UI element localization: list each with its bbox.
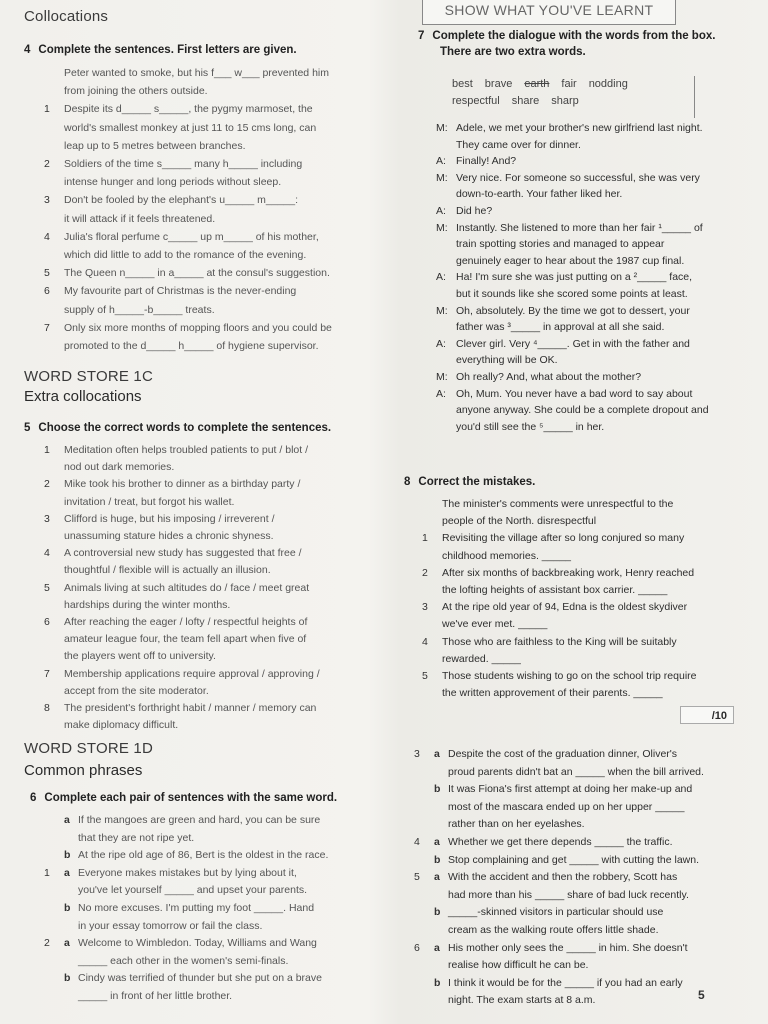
text-line	[44, 562, 320, 579]
sentence-text: thoughtful / flexible will is actually an illusion.	[64, 564, 271, 577]
sub-item-letter: a	[64, 937, 70, 950]
dialogue-text: Did he?	[456, 204, 493, 217]
text-line	[414, 887, 704, 905]
sentence-text: Those who are faithless to the King will be suitably	[442, 635, 677, 648]
exercise-7-title-line2: There are two extra words.	[440, 46, 586, 58]
word-box-word: best	[452, 78, 473, 90]
text-line	[44, 476, 320, 493]
item-number: 2	[422, 566, 428, 579]
sentence-text: Soldiers of the time s_____ many h_____ including	[64, 158, 303, 171]
text-line	[414, 992, 704, 1010]
exercise-instruction: Complete the dialogue with the words from the box.	[432, 30, 716, 42]
sentence-text: that they are not ripe yet.	[78, 831, 195, 844]
text-line	[422, 513, 696, 530]
sentence-text: My favourite part of Christmas is the never-ending	[64, 285, 297, 298]
item-number: 3	[44, 512, 50, 525]
dialogue-line	[436, 253, 709, 270]
text-line	[44, 64, 332, 82]
text-line	[414, 746, 704, 764]
sentence-text: hardships during the winter months.	[64, 598, 231, 611]
sentence-text: At the ripe old year of 94, Edna is the oldest skydiver	[442, 601, 688, 614]
dialogue-text: everything will be OK.	[456, 354, 558, 367]
sentence-text: Stop complaining and get _____ with cutting the lawn.	[448, 853, 700, 866]
dialogue-line	[436, 336, 709, 353]
exercise-6-title	[30, 792, 337, 804]
item-number: 1	[44, 866, 50, 879]
sentence-text: people of the North. disrespectful	[442, 515, 597, 528]
dialogue-line	[436, 269, 709, 286]
speaker-label: A:	[436, 387, 446, 400]
text-line	[414, 799, 704, 817]
sentence-text: Everyone makes mistakes but by lying about it,	[78, 866, 297, 879]
text-line	[44, 666, 320, 683]
exercise-4-title	[24, 44, 297, 56]
text-line	[44, 246, 332, 264]
sub-item-letter: a	[434, 748, 440, 760]
item-number: 5	[422, 670, 428, 683]
item-number: 1	[422, 532, 428, 545]
text-line	[422, 530, 696, 547]
sentence-text: the written approvement of their parents. _____	[442, 687, 663, 700]
text-line	[422, 582, 696, 599]
text-line	[44, 319, 332, 337]
text-line	[44, 865, 328, 883]
text-line	[422, 651, 696, 668]
speaker-label: M:	[436, 171, 448, 184]
dialogue-text: Adele, we met your brother's new girlfriend last night.	[456, 122, 703, 134]
text-line	[44, 545, 320, 562]
sentence-text: invitation / treat, but forgot his wallet.	[64, 495, 235, 508]
speaker-label: A:	[436, 155, 446, 168]
text-line	[44, 953, 328, 971]
sentence-text: Meditation often helps troubled patients to put / blot /	[64, 444, 308, 456]
dialogue-text: father was ³_____ in approval at all she said.	[456, 321, 665, 334]
sentence-text: Cindy was terrified of thunder but she put on a brave	[78, 972, 322, 985]
item-number: 6	[44, 616, 50, 629]
text-line	[44, 580, 320, 597]
text-line	[44, 812, 328, 830]
sentence-text: Membership applications require approval / approving /	[64, 667, 320, 680]
dialogue-line	[436, 220, 709, 237]
dialogue-text: They came over for dinner.	[456, 138, 581, 151]
text-line	[44, 935, 328, 953]
sentence-text: At the ripe old age of 86, Bert is the oldest in the race.	[78, 849, 329, 862]
exercise-instruction: Correct the mistakes.	[418, 476, 536, 488]
sentence-text: in your essay tomorrow or fail the class.	[78, 919, 263, 932]
text-line	[44, 155, 332, 173]
sentence-text: Don't be fooled by the elephant's u_____ m_____:	[64, 194, 299, 207]
text-line	[44, 282, 332, 300]
sub-item-letter: a	[434, 835, 440, 848]
dialogue-line	[436, 203, 709, 220]
text-line	[422, 668, 696, 685]
sentence-text: night. The exam starts at 8 a.m.	[448, 994, 596, 1007]
item-number: 4	[422, 635, 428, 648]
item-number: 2	[44, 937, 50, 950]
exercise-number: 6	[30, 792, 37, 804]
item-number: 3	[422, 601, 428, 614]
item-number: 3	[44, 194, 50, 207]
dialogue-line	[436, 303, 709, 320]
dialogue-text: but it sounds like she scored some points at least.	[456, 287, 688, 300]
text-line	[414, 957, 704, 975]
dialogue-line	[436, 120, 709, 137]
sentence-text: Clifford is huge, but his imposing / irreverent /	[64, 512, 275, 525]
item-number: 8	[44, 702, 50, 715]
exercise-number: 5	[24, 422, 31, 434]
item-number: 6	[414, 941, 420, 954]
item-number: 4	[44, 230, 50, 243]
text-line	[422, 565, 696, 582]
sentence-text: intense hunger and long periods without sleep.	[64, 176, 282, 189]
word-box-word: fair	[561, 78, 577, 90]
sentence-text: accept from the site moderator.	[64, 684, 209, 697]
dialogue-line	[436, 319, 709, 336]
dialogue-line	[436, 352, 709, 369]
exercise-instruction: Choose the correct words to complete the sentences.	[38, 422, 332, 434]
word-box-word: earth	[524, 78, 550, 90]
word-store-1d-subtitle: Common phrases	[24, 762, 143, 779]
text-line	[44, 191, 332, 209]
sentence-text: it will attack if it feels threatened.	[64, 212, 216, 225]
sentence-text: Despite the cost of the graduation dinner, Oliver's	[448, 748, 678, 760]
text-line	[414, 852, 704, 870]
dialogue-text: genuinely eager to hear about the 1987 cup final.	[456, 254, 685, 267]
sentence-text: from joining the others outside.	[64, 85, 208, 98]
item-number: 4	[414, 835, 420, 848]
sentence-text: A controversial new study has suggested that free /	[64, 547, 302, 560]
text-line	[414, 834, 704, 852]
sub-item-letter: b	[64, 849, 71, 862]
text-line	[414, 816, 704, 834]
dialogue-line	[436, 419, 709, 436]
item-number: 4	[44, 547, 50, 560]
sub-item-letter: b	[434, 976, 441, 989]
text-line	[414, 764, 704, 782]
sub-item-letter: b	[434, 853, 441, 866]
word-box-word: respectful	[452, 95, 500, 107]
speaker-label: M:	[436, 221, 448, 234]
dialogue-text: down-to-earth. Your father liked her.	[456, 188, 623, 201]
sentence-text: cream as the walking route offers little shade.	[448, 923, 659, 936]
word-box-row	[452, 76, 694, 93]
exercise-number: 8	[404, 476, 411, 488]
sentence-text: rather than on her eyelashes.	[448, 818, 585, 831]
text-line	[44, 597, 320, 614]
sentence-text: most of the mascara ended up on her upper _____	[448, 800, 685, 813]
text-line	[44, 459, 320, 476]
sentence-text: _____ each other in the women's semi-finals.	[78, 954, 289, 967]
sentence-text: After six months of backbreaking work, Henry reached	[442, 566, 695, 579]
dialogue-line	[436, 170, 709, 187]
exercise-7-title	[418, 30, 715, 42]
exercise-5-body	[44, 442, 320, 734]
sentence-text: Julia's floral perfume c_____ up m_____ of his mother,	[64, 230, 319, 243]
text-line	[44, 337, 332, 355]
dialogue-text: Ha! I'm sure she was just putting on a ²_____ face,	[456, 271, 693, 284]
show-what-you-learnt-banner: SHOW WHAT YOU'VE LEARNT	[422, 0, 676, 25]
sentence-text: It was Fiona's first attempt at doing her make-up and	[448, 783, 693, 796]
sub-item-letter: a	[64, 814, 70, 826]
exercise-8-body	[422, 496, 696, 702]
sentence-text: the lofting heights of assistant box carrier. _____	[442, 584, 668, 597]
speaker-label: A:	[436, 337, 446, 350]
speaker-label: M:	[436, 370, 448, 383]
text-line	[422, 548, 696, 565]
sentence-text: supply of h_____-b_____ treats.	[64, 303, 215, 316]
text-line	[414, 940, 704, 958]
item-number: 1	[44, 444, 50, 456]
word-store-1c-title: WORD STORE 1C	[24, 368, 154, 385]
text-line	[44, 717, 320, 734]
item-number: 1	[44, 103, 50, 116]
word-box-word: nodding	[588, 78, 628, 90]
exercise-4-body	[44, 64, 332, 355]
text-line	[44, 847, 328, 865]
text-line	[44, 494, 320, 511]
sub-item-letter: b	[434, 906, 441, 919]
sub-item-letter: b	[434, 783, 441, 796]
sentence-text: The minister's comments were unrespectful to the	[442, 498, 674, 510]
text-line	[414, 869, 704, 887]
sentence-text: Welcome to Wimbledon. Today, Williams and Wang	[78, 937, 317, 950]
text-line	[414, 922, 704, 940]
text-line	[44, 918, 328, 936]
dialogue-line	[436, 137, 709, 154]
exercise-instruction: Complete the sentences. First letters are given.	[38, 44, 297, 56]
dialogue-line	[436, 286, 709, 303]
dialogue-line	[436, 369, 709, 386]
item-number: 5	[44, 267, 50, 280]
exercise-5-title	[24, 422, 331, 434]
exercise-7-dialogue	[436, 120, 709, 435]
word-box	[452, 76, 695, 118]
sentence-text: Whether we get there depends _____ the traffic.	[448, 835, 673, 848]
exercise-number: 4	[24, 44, 31, 56]
item-number: 6	[44, 285, 50, 298]
item-number: 7	[44, 667, 50, 680]
page-header-title: Collocations	[24, 8, 109, 25]
sentence-text: which did little to add to the romance of the evening.	[64, 249, 307, 262]
sentence-text: promoted to the d_____ h_____ of hygiene supervisor.	[64, 340, 319, 353]
dialogue-text: Finally! And?	[456, 155, 517, 168]
text-line	[44, 137, 332, 155]
text-line	[414, 975, 704, 993]
sentence-text: proud parents didn't bat an _____ when the bill arrived.	[448, 765, 704, 778]
sentence-text: you've let yourself _____ and upset your parents.	[78, 884, 308, 897]
item-number: 3	[414, 748, 420, 760]
sentence-text: Only six more months of mopping floors and you could be	[64, 321, 332, 334]
text-line	[414, 904, 704, 922]
text-line	[44, 900, 328, 918]
dialogue-text: you'd still see the ⁵_____ in her.	[456, 420, 605, 433]
speaker-label: A:	[436, 271, 446, 284]
text-line	[44, 264, 332, 282]
dialogue-line	[436, 402, 709, 419]
word-box-row	[452, 93, 694, 110]
sub-item-letter: b	[64, 901, 71, 914]
dialogue-line	[436, 186, 709, 203]
sentence-text: The president's forthright habit / manner / memory can	[64, 702, 317, 715]
text-line	[44, 173, 332, 191]
exercise-instruction: Complete each pair of sentences with the same word.	[44, 792, 338, 804]
dialogue-text: Oh, absolutely. By the time we got to dessert, your	[456, 304, 690, 317]
text-line	[44, 442, 320, 459]
speaker-label: M:	[436, 122, 448, 134]
sentence-text: The Queen n_____ in a_____ at the consul's suggestion.	[64, 267, 330, 280]
sentence-text: childhood memories. _____	[442, 549, 571, 562]
sentence-text: Mike took his brother to dinner as a birthday party /	[64, 478, 301, 491]
sentence-text: I think it would be for the _____ if you had an early	[448, 976, 683, 989]
dialogue-text: Oh really? And, what about the mother?	[456, 370, 642, 383]
text-line	[44, 700, 320, 717]
text-line	[44, 528, 320, 545]
text-line	[44, 988, 328, 1006]
word-box-word: brave	[484, 78, 513, 90]
dialogue-text: anyone anyway. She could be a complete dropout and	[456, 404, 709, 417]
text-line	[44, 614, 320, 631]
item-number: 5	[414, 871, 420, 884]
text-line	[422, 634, 696, 651]
dialogue-text: Very nice. For someone so successful, she was very	[456, 171, 700, 184]
sentence-text: leap up to 5 metres between branches.	[64, 139, 246, 152]
text-line	[414, 781, 704, 799]
text-line	[44, 970, 328, 988]
speaker-label: M:	[436, 304, 448, 317]
text-line	[44, 301, 332, 319]
item-number: 2	[44, 158, 50, 171]
text-line	[44, 830, 328, 848]
item-number: 5	[44, 581, 50, 594]
sentence-text: With the accident and then the robbery, Scott has	[448, 871, 678, 884]
word-box-word: share	[511, 95, 540, 107]
sentence-text: Peter wanted to smoke, but his f___ w___ prevented him	[64, 67, 329, 79]
sentence-text: Animals living at such altitudes do / face / meet great	[64, 581, 310, 594]
dialogue-line	[436, 386, 709, 403]
sentence-text: nod out dark memories.	[64, 461, 175, 474]
text-line	[44, 100, 332, 118]
sentence-text: Despite its d_____ s_____, the pygmy marmoset, the	[64, 103, 313, 116]
exercise-8-title	[404, 476, 535, 488]
item-number: 7	[44, 321, 50, 334]
text-line	[422, 616, 696, 633]
text-line	[44, 648, 320, 665]
sentence-text: amateur league four, the team fell apart when five of	[64, 633, 307, 646]
sentence-text: No more excuses. I'm putting my foot _____. Hand	[78, 901, 315, 914]
sentence-text: _____-skinned visitors in particular should use	[448, 906, 664, 919]
text-line	[44, 210, 332, 228]
text-line	[44, 683, 320, 700]
text-line	[44, 511, 320, 528]
sentence-text: Those students wishing to go on the school trip require	[442, 670, 697, 683]
text-line	[44, 119, 332, 137]
sentence-text: unassuming stature hides a chronic shyness.	[64, 530, 274, 543]
sentence-text: If the mangoes are green and hard, you can be sure	[78, 814, 321, 826]
exercise-6-continued	[414, 746, 704, 1010]
sentence-text: make diplomacy difficult.	[64, 719, 179, 732]
sentence-text: we've ever met. _____	[442, 618, 548, 631]
speaker-label: A:	[436, 204, 446, 217]
text-line	[422, 599, 696, 616]
sentence-text: world's smallest monkey at just 11 to 15 cms long, can	[64, 121, 317, 134]
word-box-word: sharp	[551, 95, 579, 107]
text-line	[44, 82, 332, 100]
dialogue-text: Clever girl. Very ⁴_____. Get in with the father and	[456, 337, 690, 350]
sub-item-letter: b	[64, 972, 71, 985]
text-line	[44, 882, 328, 900]
dialogue-text: train spotting stories and managed to appear	[456, 238, 665, 251]
dialogue-text: Oh, Mum. You never have a bad word to say about	[456, 387, 693, 400]
word-store-1c-subtitle: Extra collocations	[24, 388, 142, 405]
word-store-1d-title: WORD STORE 1D	[24, 740, 154, 757]
sub-item-letter: a	[434, 871, 440, 884]
exercise-number: 7	[418, 30, 425, 42]
sentence-text: Revisiting the village after so long conjured so many	[442, 532, 685, 545]
text-line	[422, 496, 696, 513]
dialogue-text: Instantly. She listened to more than her fair ¹_____ of	[456, 221, 703, 234]
sentence-text: realise how difficult he can be.	[448, 959, 589, 972]
score-box: /10	[680, 706, 734, 724]
dialogue-line	[436, 153, 709, 170]
text-line	[422, 685, 696, 702]
dialogue-line	[436, 236, 709, 253]
text-line	[44, 228, 332, 246]
sentence-text: the players went off to university.	[64, 650, 216, 663]
sentence-text: had more than his _____ share of bad luck recently.	[448, 888, 689, 901]
exercise-6-body	[44, 812, 328, 1006]
sentence-text: rewarded. _____	[442, 652, 521, 665]
item-number: 2	[44, 478, 50, 491]
sentence-text: His mother only sees the _____ in him. She doesn't	[448, 941, 688, 954]
page-number: 5	[698, 988, 705, 1002]
sentence-text: _____ in front of her little brother.	[78, 989, 233, 1002]
sentence-text: After reaching the eager / lofty / respectful heights of	[64, 616, 308, 629]
text-line	[44, 631, 320, 648]
sub-item-letter: a	[434, 941, 440, 954]
sub-item-letter: a	[64, 866, 70, 879]
